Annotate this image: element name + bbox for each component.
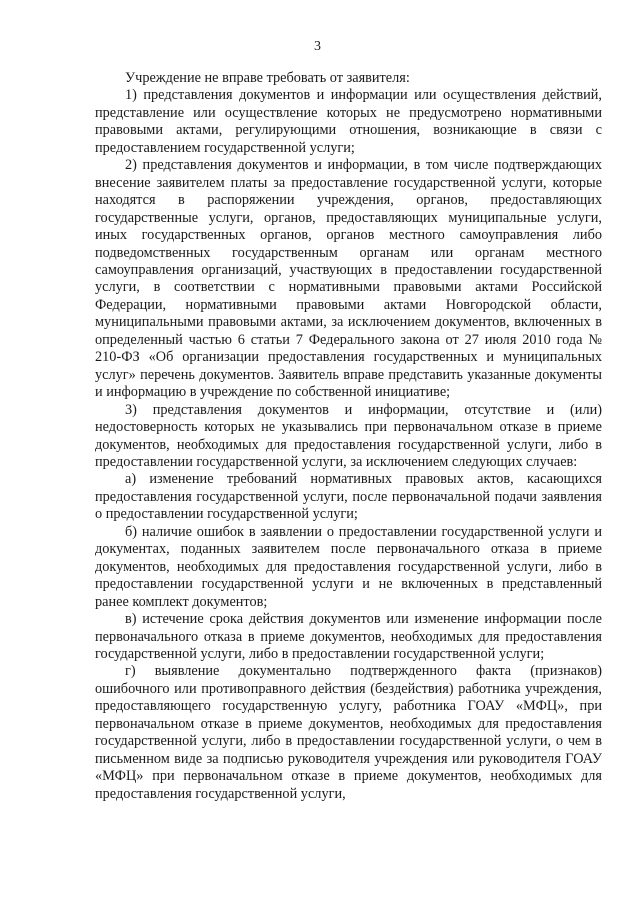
document-body bbox=[95, 70, 602, 803]
paragraph-item-2: 2) представления документов и информации, в том числе подтверждающих внесение заявителем платы за предоставление государственной услуги, которые находятся в распоряжении учреждения, органов, предоставляющих государственные услуги, органов, предоставляющих муниципальные услуги, иных государственных органов, органов местного самоуправления либо подведомственных государственным органам или органам местного самоуправления организаций, участвующих в предоставлении государственной услуги, в соответствии с нормативными правовыми актами Российской Федерации, нормативными правовыми актами Новгородской области, муниципальными правовыми актами, за исключением документов, включенных в определенный частью 6 статьи 7 Федерального закона от 27 июля 2010 года № 210-ФЗ «Об организации предоставления государственных и муниципальных услуг» перечень документов. Заявитель вправе представить указанные документы и информацию в учреждение по собственной инициативе; bbox=[95, 157, 602, 401]
subparagraph-v: в) истечение срока действия документов или изменение информации после первоначального отказа в приеме документов, необходимых для предоставления государственной услуги, либо в предоставлении государственной услуги; bbox=[95, 611, 602, 662]
intro-paragraph: Учреждение не вправе требовать от заявителя: bbox=[125, 70, 410, 86]
page-number: 3 bbox=[314, 39, 321, 54]
subparagraph-a: а) изменение требований нормативных правовых актов, касающихся предоставления государственной услуги, после первоначальной подачи заявления о предоставлении государственной услуги; bbox=[95, 471, 602, 523]
subparagraph-b: б) наличие ошибок в заявлении о предоставлении государственной услуги и документах, поданных заявителем после первоначального отказа в приеме документов, необходимых для предоставления государственной услуги, либо в предоставлении государственной услуги и не включенных в представленный ранее комплект документов; bbox=[95, 523, 602, 610]
paragraph-item-1: 1) представления документов и информации или осуществления действий, представление или осуществление которых не предусмотрено нормативными правовыми актами, регулирующими отношения, возникающие в связи с предоставлением государственной услуги; bbox=[95, 87, 602, 156]
subparagraph-g: г) выявление документально подтвержденного факта (признаков) ошибочного или противоправного действия (бездействия) работника учреждения, предоставляющего государственную услугу, работника ГОАУ «МФЦ», при первоначальном отказе в приеме документов, необходимых для предоставления государственной услуги, либо в предоставлении государственной услуги, о чем в письменном виде за подписью руководителя учреждения или руководителя ГОАУ «МФЦ» при первоначальном отказе в приеме документов, необходимых для предоставления государственной услуги, bbox=[95, 663, 602, 802]
paragraph-item-3: 3) представления документов и информации, отсутствие и (или) недостоверность которых не указывались при первоначальном отказе в приеме документов, необходимых для предоставления государственной услуги, либо в предоставлении государственной услуги, за исключением следующих случаев: bbox=[95, 401, 602, 470]
